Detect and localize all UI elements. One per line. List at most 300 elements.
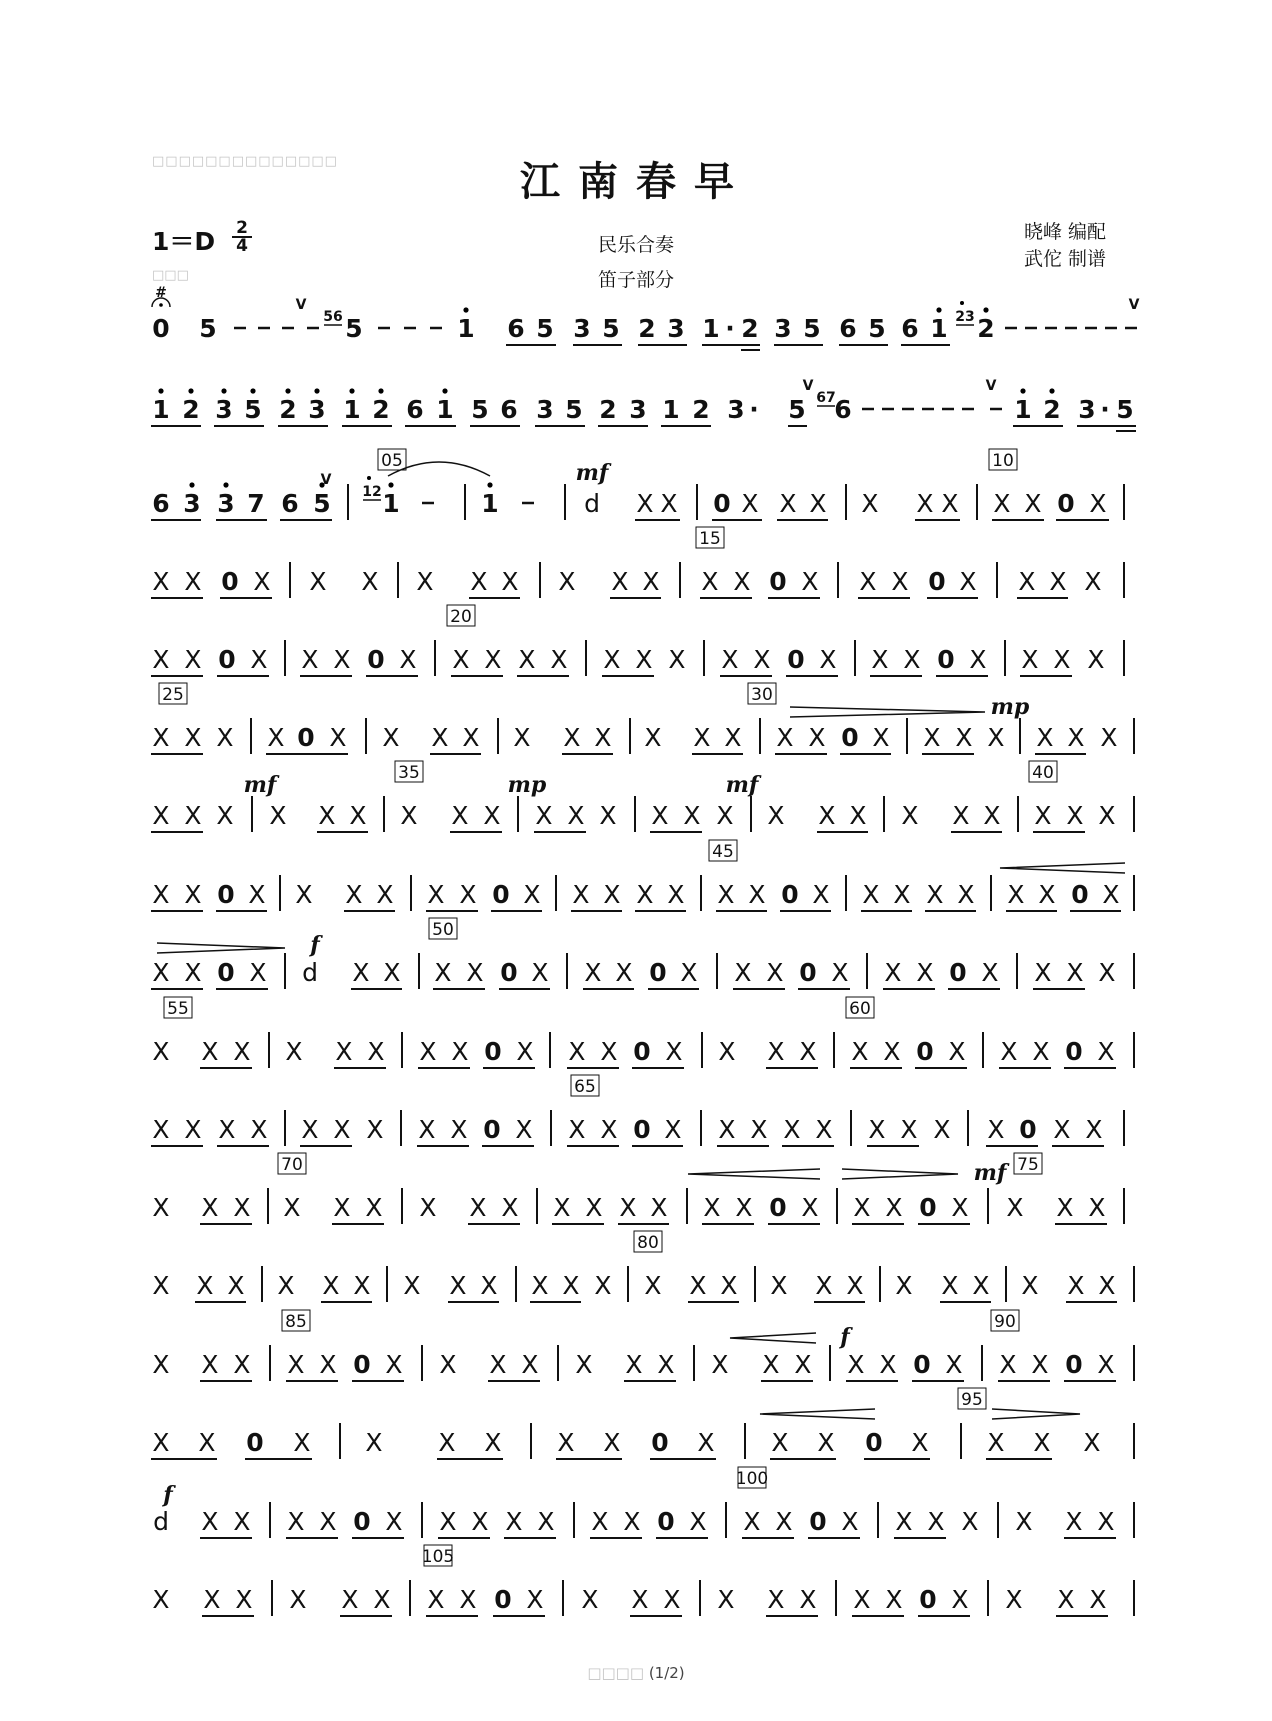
jianpu-note: · xyxy=(725,314,735,343)
percussion-note: X xyxy=(1066,958,1084,987)
percussion-note: X xyxy=(152,1037,170,1066)
percussion-note: X xyxy=(623,1507,641,1536)
grace-note: 12 xyxy=(362,484,382,500)
percussion-note: X xyxy=(501,1193,519,1222)
key-signature: 1＝D xyxy=(152,227,216,256)
percussion-note: X xyxy=(459,880,477,909)
percussion-note: X xyxy=(1098,1271,1116,1300)
percussion-note: X xyxy=(584,958,602,987)
percussion-note: X xyxy=(1007,880,1025,909)
percussion-note: X xyxy=(1098,958,1116,987)
percussion-note: X xyxy=(767,1585,785,1614)
percussion-note: X xyxy=(438,1428,456,1457)
percussion-note: X xyxy=(651,801,669,830)
percussion-note: X xyxy=(248,880,266,909)
percussion-note: X xyxy=(184,1115,202,1144)
percussion-note: X xyxy=(847,1350,865,1379)
percussion-note: X xyxy=(668,645,686,674)
percussion-note: X xyxy=(484,1428,502,1457)
percussion-note: X xyxy=(809,489,827,518)
jianpu-note: 0 xyxy=(1065,1037,1083,1066)
percussion-note: X xyxy=(450,1115,468,1144)
percussion-note: X xyxy=(373,1585,391,1614)
percussion-note: X xyxy=(885,1193,903,1222)
percussion-note: X xyxy=(701,567,719,596)
breath-mark: V xyxy=(320,472,332,488)
percussion-note: X xyxy=(201,1037,219,1066)
percussion-note: X xyxy=(562,1271,580,1300)
percussion-note: X xyxy=(385,1350,403,1379)
percussion-note: X xyxy=(253,567,271,596)
percussion-note: X xyxy=(365,1193,383,1222)
percussion-note: X xyxy=(657,1350,675,1379)
percussion-note: X xyxy=(1038,880,1056,909)
percussion-note: X xyxy=(341,1585,359,1614)
percussion-note: X xyxy=(644,1271,662,1300)
percussion-note: X xyxy=(1097,1037,1115,1066)
percussion-note: X xyxy=(459,1585,477,1614)
percussion-note: X xyxy=(733,567,751,596)
percussion-note: X xyxy=(1005,1585,1023,1614)
percussion-note: d xyxy=(584,489,600,518)
percussion-note: X xyxy=(945,1350,963,1379)
percussion-note: X xyxy=(753,645,771,674)
percussion-note: X xyxy=(1056,1193,1074,1222)
jianpu-note: 0 xyxy=(1019,1115,1037,1144)
jianpu-note: 1 xyxy=(436,395,454,424)
percussion-note: X xyxy=(660,489,678,518)
percussion-note: X xyxy=(575,1350,593,1379)
score-title: 江南春早 xyxy=(520,158,752,205)
percussion-note: X xyxy=(611,567,629,596)
percussion-note: X xyxy=(184,645,202,674)
percussion-note: X xyxy=(879,1350,897,1379)
jianpu-note: 0 xyxy=(483,1115,501,1144)
jianpu-note: 6 xyxy=(500,395,518,424)
percussion-note: X xyxy=(184,958,202,987)
percussion-note: X xyxy=(250,645,268,674)
jianpu-note: 3 xyxy=(1078,395,1096,424)
crescendo-hairpin xyxy=(1000,863,1125,873)
percussion-note: X xyxy=(1034,958,1052,987)
jianpu-note: 0 xyxy=(809,1507,827,1536)
percussion-note: X xyxy=(993,489,1011,518)
percussion-note: X xyxy=(721,645,739,674)
jianpu-note: 0 xyxy=(769,567,787,596)
percussion-note: X xyxy=(365,1428,383,1457)
percussion-note: X xyxy=(1088,1193,1106,1222)
diminuendo-hairpin xyxy=(157,943,285,953)
percussion-note: X xyxy=(184,880,202,909)
percussion-note: X xyxy=(952,801,970,830)
percussion-note: X xyxy=(770,1271,788,1300)
percussion-note: X xyxy=(603,1428,621,1457)
jianpu-note: 5 xyxy=(313,489,331,518)
jianpu-note: 2 xyxy=(692,395,710,424)
percussion-note: X xyxy=(152,1115,170,1144)
percussion-note: X xyxy=(418,1115,436,1144)
crescendo-hairpin xyxy=(760,1409,875,1419)
percussion-note: X xyxy=(961,1507,979,1536)
percussion-note: X xyxy=(603,880,621,909)
percussion-note: X xyxy=(152,567,170,596)
percussion-note: X xyxy=(911,1428,929,1457)
percussion-note: X xyxy=(383,958,401,987)
dynamic-marking: f xyxy=(163,1482,173,1508)
percussion-note: X xyxy=(233,1507,251,1536)
percussion-note: X xyxy=(233,1037,251,1066)
percussion-note: X xyxy=(516,1037,534,1066)
percussion-note: X xyxy=(801,567,819,596)
percussion-note: X xyxy=(1100,723,1118,752)
percussion-note: X xyxy=(439,1507,457,1536)
percussion-note: X xyxy=(216,801,234,830)
percussion-note: X xyxy=(483,801,501,830)
credit-arranger: 晓峰 编配 xyxy=(1024,221,1107,243)
dynamic-marking: mf xyxy=(973,1160,1007,1186)
octave-dot xyxy=(314,388,319,393)
percussion-note: X xyxy=(748,880,766,909)
percussion-note: X xyxy=(1057,1585,1075,1614)
jianpu-note: 5 xyxy=(602,314,620,343)
octave-dot xyxy=(1020,388,1025,393)
footer-label: □□□□ xyxy=(587,1664,645,1682)
jianpu-note: 6 xyxy=(281,489,299,518)
percussion-note: X xyxy=(594,723,612,752)
percussion-note: X xyxy=(557,1428,575,1457)
percussion-note: X xyxy=(361,567,379,596)
percussion-note: X xyxy=(815,1271,833,1300)
measure-number: 70 xyxy=(281,1155,303,1175)
breath-mark: V xyxy=(985,378,997,394)
jianpu-note: 0 xyxy=(633,1037,651,1066)
jianpu-note: 0 xyxy=(500,958,518,987)
percussion-note: X xyxy=(152,723,170,752)
percussion-note: X xyxy=(367,1037,385,1066)
percussion-note: X xyxy=(366,1115,384,1144)
jianpu-note: 5 xyxy=(788,395,806,424)
percussion-note: X xyxy=(470,567,488,596)
percussion-note: X xyxy=(416,567,434,596)
jianpu-note: 2 xyxy=(638,314,656,343)
percussion-note: X xyxy=(603,645,621,674)
percussion-note: X xyxy=(901,801,919,830)
percussion-note: X xyxy=(301,645,319,674)
percussion-note: X xyxy=(862,880,880,909)
dynamic-marking: mf xyxy=(575,460,609,486)
percussion-note: X xyxy=(353,1271,371,1300)
percussion-note: X xyxy=(1097,1350,1115,1379)
percussion-note: X xyxy=(750,1115,768,1144)
percussion-note: X xyxy=(462,723,480,752)
octave-dot xyxy=(442,388,447,393)
percussion-note: X xyxy=(152,1271,170,1300)
percussion-note: X xyxy=(885,1585,903,1614)
jianpu-note: 0 xyxy=(799,958,817,987)
percussion-note: X xyxy=(941,489,959,518)
jianpu-note: 1 xyxy=(662,395,680,424)
jianpu-note: 0 xyxy=(353,1350,371,1379)
percussion-note: X xyxy=(771,1428,789,1457)
percussion-note: X xyxy=(501,567,519,596)
jianpu-note: 3 xyxy=(774,314,792,343)
jianpu-note: 2 xyxy=(741,314,759,343)
percussion-note: X xyxy=(841,1507,859,1536)
jianpu-note: 5 xyxy=(536,314,554,343)
octave-dot xyxy=(936,307,941,312)
measure-number: 25 xyxy=(162,685,184,705)
percussion-note: X xyxy=(572,880,590,909)
breath-mark: V xyxy=(1128,297,1140,313)
percussion-note: X xyxy=(531,958,549,987)
measure-number: 100 xyxy=(735,1469,769,1489)
percussion-note: X xyxy=(152,801,170,830)
percussion-note: X xyxy=(663,1585,681,1614)
percussion-note: X xyxy=(451,1037,469,1066)
jianpu-note: 3 xyxy=(183,489,201,518)
percussion-note: X xyxy=(891,567,909,596)
percussion-note: X xyxy=(218,1115,236,1144)
percussion-note: X xyxy=(518,645,536,674)
percussion-note: X xyxy=(1102,880,1120,909)
percussion-note: X xyxy=(957,880,975,909)
percussion-note: X xyxy=(711,1350,729,1379)
fermata-dot xyxy=(159,303,163,307)
percussion-note: X xyxy=(335,1037,353,1066)
octave-dot xyxy=(983,307,988,312)
percussion-note: X xyxy=(1021,1271,1039,1300)
percussion-note: X xyxy=(642,567,660,596)
octave-dot xyxy=(158,388,163,393)
dynamic-marking: mf xyxy=(725,772,759,798)
jianpu-note: 6 xyxy=(834,395,852,424)
breath-mark: V xyxy=(295,297,307,313)
percussion-note: X xyxy=(625,1350,643,1379)
percussion-note: X xyxy=(983,801,1001,830)
jianpu-note: 0 xyxy=(919,1585,937,1614)
measure-number: 10 xyxy=(992,451,1014,471)
jianpu-note: 0 xyxy=(494,1585,512,1614)
diminuendo-hairpin xyxy=(992,1409,1080,1419)
jianpu-note: 3 xyxy=(217,489,235,518)
percussion-note: X xyxy=(872,723,890,752)
octave-dot xyxy=(378,388,383,393)
percussion-note: X xyxy=(196,1271,214,1300)
jianpu-note: 5 xyxy=(803,314,821,343)
jianpu-note: · xyxy=(1100,395,1110,424)
jianpu-note: 0 xyxy=(649,958,667,987)
measure-number: 50 xyxy=(432,920,454,940)
jianpu-note: 5 xyxy=(868,314,886,343)
jianpu-note: 0 xyxy=(651,1428,669,1457)
percussion-note: X xyxy=(345,880,363,909)
percussion-note: X xyxy=(703,1193,721,1222)
percussion-note: X xyxy=(718,1115,736,1144)
percussion-note: X xyxy=(767,801,785,830)
percussion-note: X xyxy=(152,1350,170,1379)
measure-number: 30 xyxy=(751,685,773,705)
octave-dot xyxy=(223,482,228,487)
percussion-note: X xyxy=(249,958,267,987)
percussion-note: X xyxy=(333,1115,351,1144)
percussion-note: X xyxy=(1067,1271,1085,1300)
jianpu-note: 0 xyxy=(1071,880,1089,909)
crescendo-hairpin xyxy=(730,1333,816,1343)
percussion-note: X xyxy=(665,1037,683,1066)
measure-number: 05 xyxy=(381,451,403,471)
free-tempo-mark: # xyxy=(155,285,167,301)
percussion-note: X xyxy=(799,1037,817,1066)
jianpu-note: 0 xyxy=(221,567,239,596)
percussion-note: X xyxy=(233,1350,251,1379)
measure-number: 80 xyxy=(637,1233,659,1253)
octave-dot xyxy=(349,388,354,393)
jianpu-note: 1 xyxy=(930,314,948,343)
percussion-note: X xyxy=(636,489,654,518)
jianpu-note: 0 xyxy=(1057,489,1075,518)
percussion-note: X xyxy=(779,489,797,518)
percussion-note: X xyxy=(201,1193,219,1222)
part-name: 笛子部分 xyxy=(597,269,674,291)
dynamic-marking: mp xyxy=(990,694,1030,720)
percussion-note: X xyxy=(766,958,784,987)
ensemble-subtitle: 民乐合奏 xyxy=(597,234,674,256)
percussion-note: X xyxy=(987,1428,1005,1457)
credit-transcriber: 武佗 制谱 xyxy=(1024,248,1107,270)
percussion-note: X xyxy=(808,723,826,752)
percussion-note: X xyxy=(636,880,654,909)
jianpu-note: 3 xyxy=(727,395,745,424)
time-signature-numerator: 2 xyxy=(236,218,248,238)
jianpu-note: 1 xyxy=(382,489,400,518)
percussion-note: X xyxy=(184,567,202,596)
percussion-note: X xyxy=(352,958,370,987)
jianpu-note: 1 xyxy=(152,395,170,424)
octave-dot xyxy=(463,307,468,312)
percussion-note: X xyxy=(1036,723,1054,752)
percussion-note: X xyxy=(846,1271,864,1300)
percussion-note: X xyxy=(735,1193,753,1222)
jianpu-note: 2 xyxy=(182,395,200,424)
percussion-note: X xyxy=(941,1271,959,1300)
jianpu-note: 0 xyxy=(484,1037,502,1066)
jianpu-note: 0 xyxy=(353,1507,371,1536)
percussion-note: X xyxy=(152,880,170,909)
percussion-note: X xyxy=(201,1350,219,1379)
percussion-note: X xyxy=(319,1507,337,1536)
percussion-note: X xyxy=(531,1271,549,1300)
jianpu-note: 5 xyxy=(1116,395,1134,424)
percussion-note: X xyxy=(203,1585,221,1614)
percussion-note: X xyxy=(594,1271,612,1300)
percussion-note: X xyxy=(599,801,617,830)
grace-note: 23 xyxy=(955,309,975,325)
measure-number: 65 xyxy=(574,1077,596,1097)
percussion-note: X xyxy=(775,1507,793,1536)
percussion-note: X xyxy=(812,880,830,909)
percussion-note: X xyxy=(794,1350,812,1379)
percussion-note: X xyxy=(635,645,653,674)
percussion-note: X xyxy=(1018,567,1036,596)
jianpu-note: 3 xyxy=(573,314,591,343)
jianpu-note: 0 xyxy=(913,1350,931,1379)
octave-dot xyxy=(285,388,290,393)
percussion-note: X xyxy=(1097,1507,1115,1536)
percussion-note: X xyxy=(553,1193,571,1222)
percussion-note: X xyxy=(734,958,752,987)
octave-dot xyxy=(960,301,964,305)
percussion-note: X xyxy=(948,1037,966,1066)
jianpu-note: 0 xyxy=(919,1193,937,1222)
percussion-note: X xyxy=(1053,645,1071,674)
percussion-note: X xyxy=(269,801,287,830)
page-number: (1/2) xyxy=(648,1664,685,1682)
percussion-note: X xyxy=(526,1585,544,1614)
percussion-note: X xyxy=(427,1585,445,1614)
percussion-note: X xyxy=(667,880,685,909)
watermark: □□□□□□□□□□□□□□ xyxy=(152,154,338,169)
percussion-note: X xyxy=(927,1507,945,1536)
time-signature-denominator: 4 xyxy=(232,236,252,254)
percussion-note: X xyxy=(399,645,417,674)
percussion-note: X xyxy=(227,1271,245,1300)
percussion-note: X xyxy=(581,1585,599,1614)
jianpu-note: 1 xyxy=(481,489,499,518)
percussion-note: X xyxy=(471,1507,489,1536)
percussion-note: X xyxy=(550,645,568,674)
percussion-note: X xyxy=(250,1115,268,1144)
percussion-note: X xyxy=(287,1350,305,1379)
percussion-note: X xyxy=(235,1585,253,1614)
percussion-note: X xyxy=(439,1350,457,1379)
jianpu-note: 0 xyxy=(787,645,805,674)
percussion-note: X xyxy=(783,1115,801,1144)
percussion-note: X xyxy=(799,1585,817,1614)
percussion-note: X xyxy=(926,880,944,909)
jianpu-note: 2 xyxy=(1043,395,1061,424)
breath-mark: V xyxy=(802,378,814,394)
percussion-note: d xyxy=(153,1507,169,1536)
percussion-note: X xyxy=(285,1037,303,1066)
percussion-note: X xyxy=(152,1193,170,1222)
jianpu-note: 0 xyxy=(781,880,799,909)
percussion-note: X xyxy=(999,1350,1017,1379)
jianpu-note: 5 xyxy=(471,395,489,424)
percussion-note: X xyxy=(318,801,336,830)
jianpu-note: 1 xyxy=(1014,395,1032,424)
percussion-note: X xyxy=(697,1428,715,1457)
percussion-note: X xyxy=(1049,567,1067,596)
percussion-note: X xyxy=(216,723,234,752)
percussion-note: X xyxy=(289,1585,307,1614)
percussion-note: X xyxy=(469,1193,487,1222)
percussion-note: X xyxy=(466,958,484,987)
percussion-note: X xyxy=(419,1193,437,1222)
percussion-note: X xyxy=(1006,1193,1024,1222)
jianpu-note: 3 xyxy=(308,395,326,424)
percussion-note: X xyxy=(419,1037,437,1066)
percussion-note: X xyxy=(568,1115,586,1144)
percussion-note: X xyxy=(1021,645,1039,674)
percussion-note: X xyxy=(431,723,449,752)
percussion-note: X xyxy=(615,958,633,987)
percussion-note: X xyxy=(201,1507,219,1536)
percussion-note: X xyxy=(1089,489,1107,518)
percussion-note: X xyxy=(152,1585,170,1614)
jianpu-note: 0 xyxy=(916,1037,934,1066)
percussion-note: X xyxy=(333,645,351,674)
percussion-note: X xyxy=(585,1193,603,1222)
